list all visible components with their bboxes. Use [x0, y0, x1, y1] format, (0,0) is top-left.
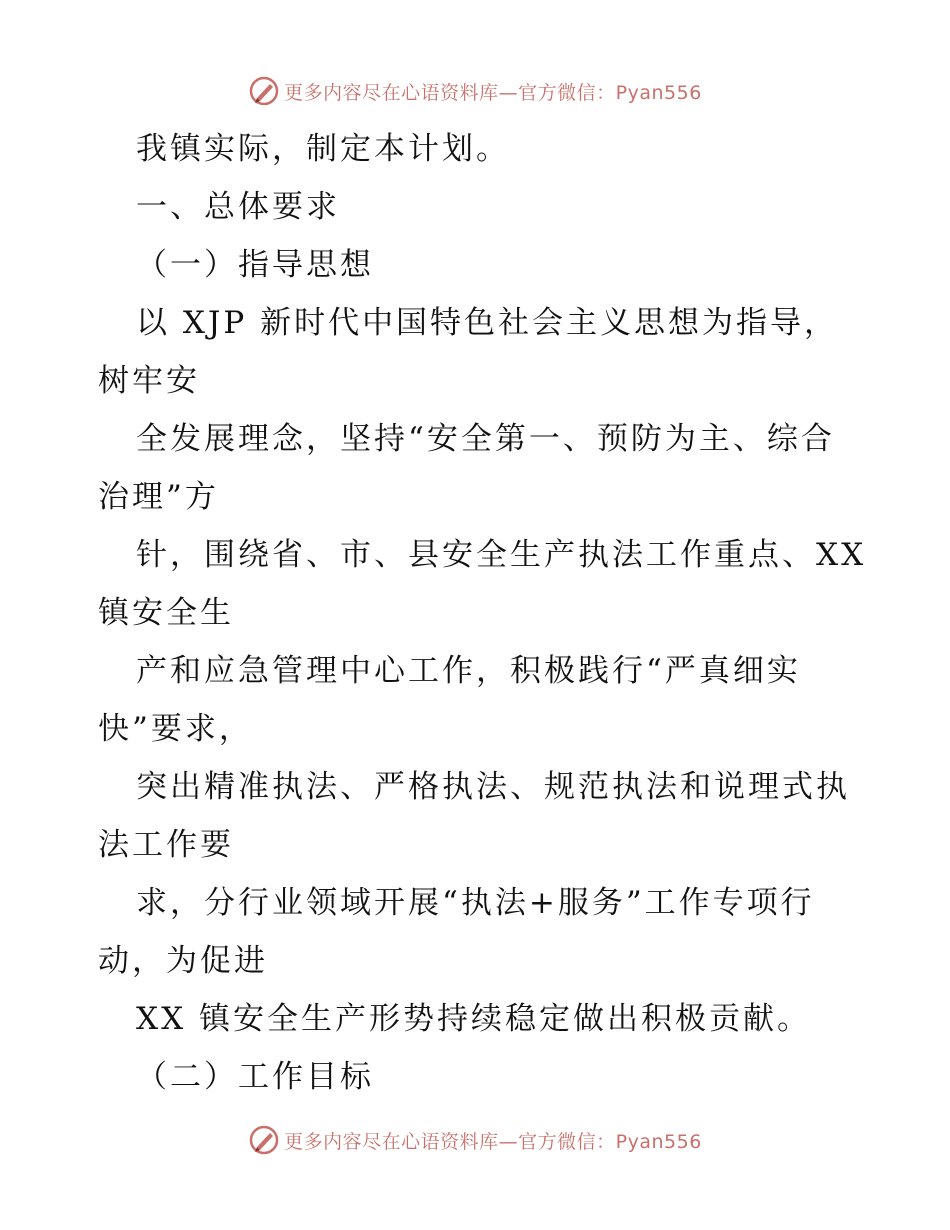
watermark-text: 更多内容尽在心语资料库—官方微信：Pyan556 [284, 1130, 702, 1153]
subsection-heading: （一）指导思想 [136, 247, 374, 283]
section-heading: 一、总体要求 [136, 189, 340, 225]
text-line: 治理”方 [98, 479, 219, 515]
text-line: 动，为促进 [98, 943, 268, 979]
text-line: 全发展理念，坚持“安全第一、预防为主、综合 [136, 421, 835, 457]
subsection-heading: （二）工作目标 [136, 1059, 374, 1095]
text-line: 我镇实际，制定本计划。 [136, 131, 510, 167]
text-line: 求，分行业领域开展“执法+服务”工作专项行 [136, 885, 815, 921]
text-line: XX 镇安全生产形势持续稳定做出积极贡献。 [136, 1001, 811, 1037]
text-line: 针，围绕省、市、县安全生产执法工作重点、XX [136, 537, 867, 573]
header-watermark [0, 71, 950, 111]
text-line: 产和应急管理中心工作，积极践行“严真细实 [136, 653, 801, 689]
pen-logo-icon [248, 1124, 280, 1156]
text-line: 镇安全生 [98, 595, 234, 631]
text-line: 法工作要 [98, 827, 234, 863]
text-line: 以 XJP 新时代中国特色社会主义思想为指导， [136, 305, 839, 341]
pen-logo-icon [248, 75, 280, 107]
document-body [98, 120, 868, 1106]
watermark-text: 更多内容尽在心语资料库—官方微信：Pyan556 [284, 81, 702, 104]
text-line: 树牢安 [98, 363, 200, 399]
footer-watermark [0, 1120, 950, 1160]
text-line: 快”要求， [98, 711, 253, 747]
text-line: 突出精准执法、严格执法、规范执法和说理式执 [136, 769, 850, 805]
